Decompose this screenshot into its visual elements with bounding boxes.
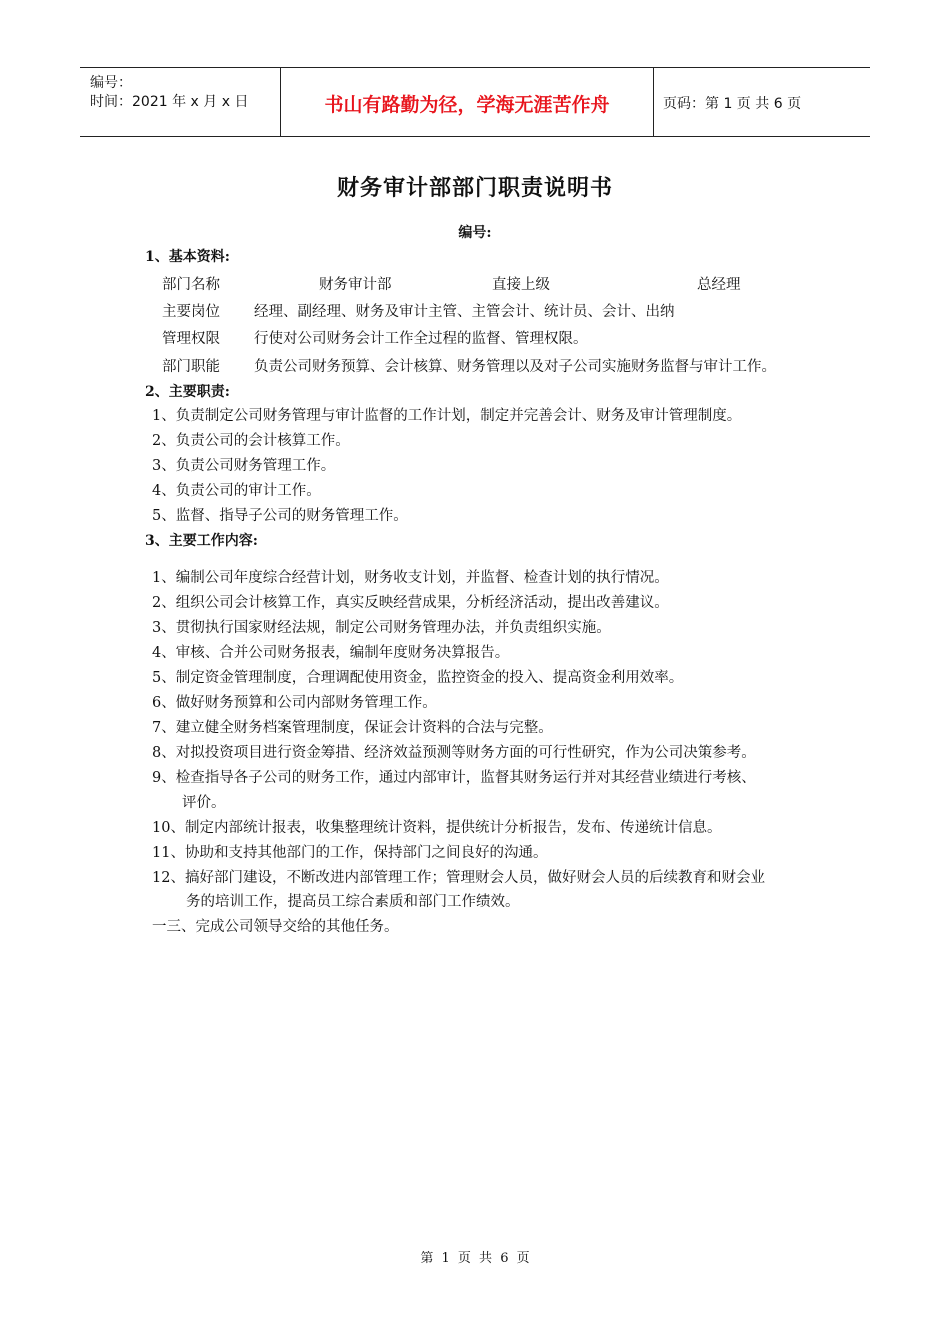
header-meta-cell — [80, 68, 280, 136]
header-page-cell — [653, 68, 870, 136]
dept-name-value: 财务审计部 — [319, 277, 392, 293]
work-item: 1、编制公司年度综合经营计划，财务收支计划，并监督、检查计划的执行情况。 — [152, 570, 669, 586]
document-header-table — [80, 67, 870, 137]
header-slogan-cell — [280, 68, 654, 136]
work-item: 10、制定内部统计报表，收集整理统计资料，提供统计分析报告，发布、传递统计信息。 — [152, 820, 722, 836]
work-item-continuation: 评价。 — [182, 795, 226, 811]
work-item: 7、建立健全财务档案管理制度，保证会计资料的合法与完整。 — [152, 720, 553, 736]
work-item: 一三、完成公司领导交给的其他任务。 — [152, 919, 399, 935]
page-footer: 第 1 页 共 6 页 — [420, 1251, 530, 1266]
work-item: 5、制定资金管理制度，合理调配使用资金，监控资金的投入、提高资金利用效率。 — [152, 670, 684, 686]
authority-label: 管理权限 — [162, 331, 220, 347]
authority-value: 行使对公司财务会计工作全过程的监督、管理权限。 — [254, 331, 588, 347]
duty-item: 2、负责公司的会计核算工作。 — [152, 433, 350, 449]
positions-value: 经理、副经理、财务及审计主管、主管会计、统计员、会计、出纳 — [254, 304, 675, 320]
dept-name-label: 部门名称 — [162, 277, 220, 293]
header-page-info: 页码：第 1 页 共 6 页 — [663, 96, 802, 112]
work-item: 8、对拟投资项目进行资金筹措、经济效益预测等财务方面的可行性研究，作为公司决策参考。 — [152, 745, 756, 761]
section-heading-duties: 2、主要职责: — [145, 384, 230, 400]
document-code-label: 编号: — [458, 225, 492, 241]
positions-label: 主要岗位 — [162, 304, 220, 320]
function-label: 部门职能 — [162, 359, 220, 375]
work-item: 12、搞好部门建设，不断改进内部管理工作；管理财会人员，做好财会人员的后续教育和财会业 — [152, 870, 765, 886]
superior-label: 直接上级 — [492, 277, 550, 293]
document-title: 财务审计部部门职责说明书 — [336, 175, 613, 201]
duty-item: 4、负责公司的审计工作。 — [152, 483, 321, 499]
duty-item: 3、负责公司财务管理工作。 — [152, 458, 336, 474]
work-item: 9、检查指导各子公司的财务工作，通过内部审计，监督其财务运行并对其经营业绩进行考核、 — [152, 770, 756, 786]
slogan: 书山有路勤为径，学海无涯苦作舟 — [324, 94, 610, 116]
duty-item: 5、监督、指导子公司的财务管理工作。 — [152, 508, 408, 524]
function-value: 负责公司财务预算、会计核算、财务管理以及对子公司实施财务监督与审计工作。 — [254, 359, 776, 375]
work-item-continuation: 务的培训工作，提高员工综合素质和部门工作绩效。 — [186, 894, 520, 910]
work-item: 4、审核、合并公司财务报表，编制年度财务决算报告。 — [152, 645, 510, 661]
section-heading-work: 3、主要工作内容: — [145, 533, 258, 549]
work-item: 6、做好财务预算和公司内部财务管理工作。 — [152, 695, 437, 711]
superior-value: 总经理 — [697, 277, 741, 293]
duty-item: 1、负责制定公司财务管理与审计监督的工作计划，制定并完善会计、财务及审计管理制度。 — [152, 408, 742, 424]
work-item: 2、组织公司会计核算工作，真实反映经营成果，分析经济活动，提出改善建议。 — [152, 595, 669, 611]
number-label: 编号： — [90, 75, 132, 91]
date-label: 时间：2021 年 x 月 x 日 — [90, 94, 249, 110]
work-item: 11、协助和支持其他部门的工作，保持部门之间良好的沟通。 — [152, 845, 548, 861]
work-item: 3、贯彻执行国家财经法规，制定公司财务管理办法，并负责组织实施。 — [152, 620, 611, 636]
section-heading-basic: 1、基本资料: — [145, 249, 230, 265]
